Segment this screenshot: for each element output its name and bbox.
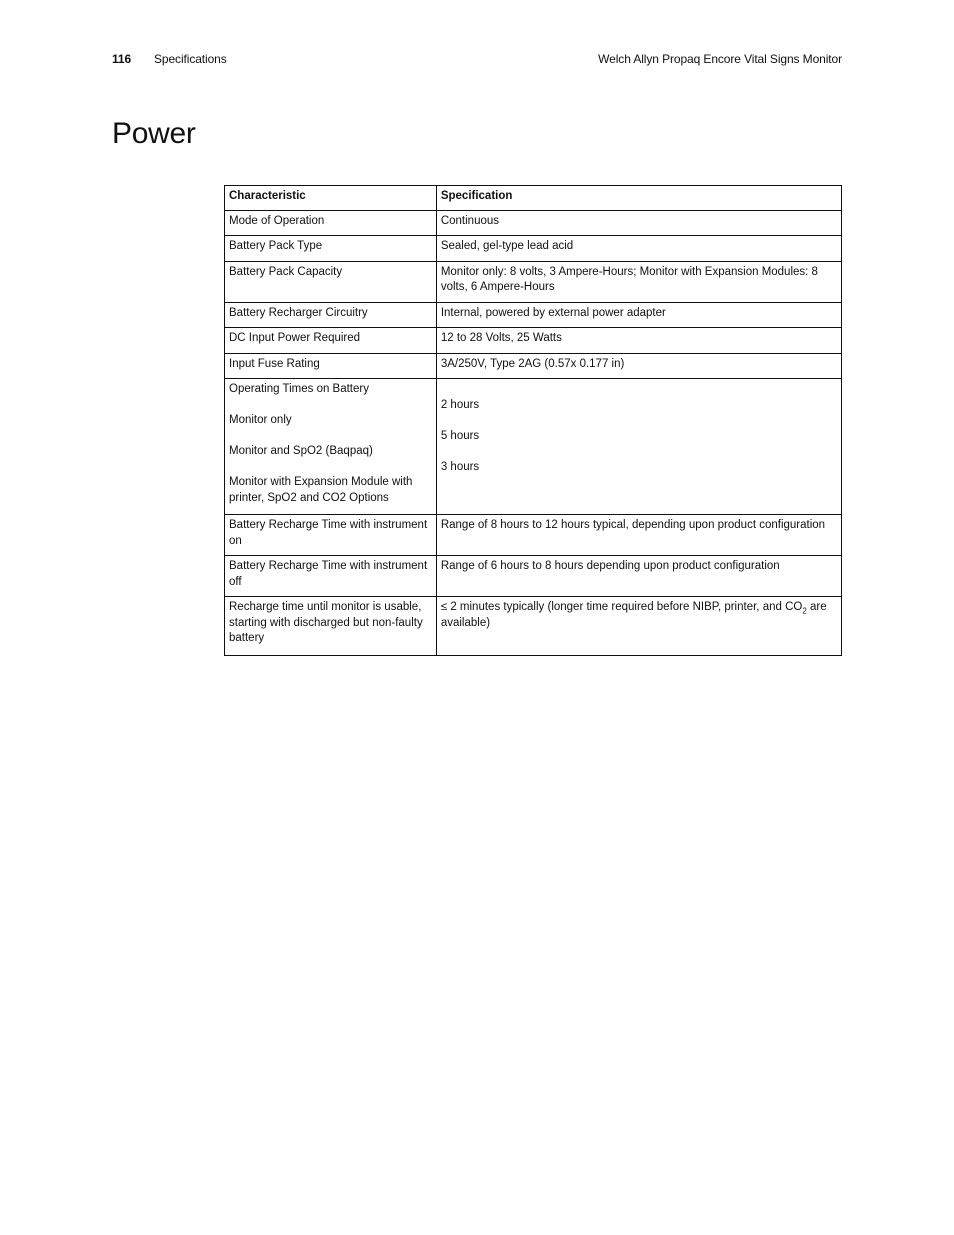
table-row: [225, 515, 842, 556]
specification-cell: Internal, powered by external power adapter: [436, 302, 841, 328]
characteristic-cell: Battery Recharge Time with instrument on: [225, 515, 437, 556]
specification-cell: [436, 379, 841, 515]
table-row: [225, 597, 842, 656]
characteristic-cell: DC Input Power Required: [225, 328, 437, 354]
table-row: [225, 328, 842, 354]
table-row: [225, 302, 842, 328]
table-row: [225, 353, 842, 379]
characteristic-cell: Battery Pack Capacity: [225, 261, 437, 302]
page-number: 116: [112, 52, 132, 66]
table-row: [225, 261, 842, 302]
subscript-text: 2: [802, 606, 807, 616]
characteristic-cell: Battery Pack Type: [225, 236, 437, 262]
column-header-specification: Specification: [436, 186, 841, 211]
column-header-characteristic: Characteristic: [225, 186, 437, 211]
specification-cell: [436, 597, 841, 656]
characteristic-cell: Input Fuse Rating: [225, 353, 437, 379]
specification-cell: Range of 6 hours to 8 hours depending upon product configuration: [436, 556, 841, 597]
characteristic-cell: Battery Recharge Time with instrument off: [225, 556, 437, 597]
sub-item-label: Monitor and SpO2 (Baqpaq): [229, 445, 373, 457]
specification-cell: Continuous: [436, 210, 841, 236]
specification-cell: 3A/250V, Type 2AG (0.57x 0.177 in): [436, 353, 841, 379]
sub-item-value: 2 hours: [440, 398, 480, 411]
spec-text-part: ≤ 2 minutes typically (longer time required before NIBP, printer, and CO: [440, 601, 803, 613]
characteristic-cell: [225, 379, 437, 515]
spec-text-part: are available): [440, 601, 827, 629]
characteristic-cell: Battery Recharger Circuitry: [225, 302, 437, 328]
document-title: Welch Allyn Propaq Encore Vital Signs Monitor: [598, 52, 842, 66]
characteristic-cell: Mode of Operation: [225, 210, 437, 236]
sub-item-label: Monitor with Expansion Module with printer, SpO2 and CO2 Options: [229, 476, 413, 504]
characteristic-cell: Recharge time until monitor is usable, starting with discharged but non-faulty battery: [225, 597, 437, 656]
specification-cell: Range of 8 hours to 12 hours typical, depending upon product configuration: [436, 515, 841, 556]
specification-cell: Monitor only: 8 volts, 3 Ampere-Hours; Monitor with Expansion Modules: 8 volts, 6 Ampere-Hours: [436, 261, 841, 302]
sub-item-value: 5 hours: [440, 429, 480, 442]
table-row: [225, 210, 842, 236]
page-title: Power: [112, 117, 196, 150]
sub-item-label: Monitor only: [229, 414, 292, 426]
power-spec-table: [224, 185, 842, 656]
table-header-row: [225, 186, 842, 211]
table-row: [225, 236, 842, 262]
specification-cell: 12 to 28 Volts, 25 Watts: [436, 328, 841, 354]
sub-item-value: 3 hours: [440, 460, 480, 473]
section-label: Specifications: [154, 52, 227, 66]
page-header: [112, 52, 842, 70]
specification-cell: Sealed, gel-type lead acid: [436, 236, 841, 262]
operating-times-label: Operating Times on Battery: [229, 383, 369, 395]
table-row: [225, 556, 842, 597]
table-row: [225, 379, 842, 515]
